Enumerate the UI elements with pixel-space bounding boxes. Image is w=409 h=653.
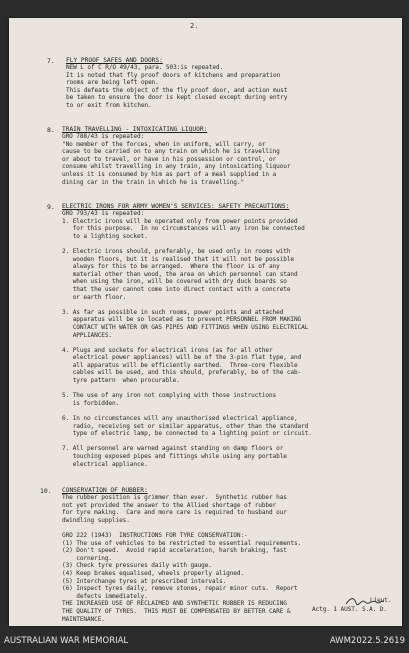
footer-bar: [0, 630, 409, 653]
section-body: GRO 788/43 is repeated: "No member of the forces, when in uniform, will carry, or cause to be carried on to any train on which he is travelling or about to travel, or have in his possession or control, or consume whilst travelling in any train, any intoxicating liquour unless it is consumed by him as part of a meal supplied in a dining car in the train in which he is travelling.": [62, 133, 291, 186]
section-heading: FLY PROOF SAFES AND DOORS:: [66, 57, 163, 64]
section-heading: TRAIN TRAVELLING - INTOXICATING LIQUOR:: [62, 126, 208, 133]
section-number: 9.: [47, 203, 55, 211]
signature-rank: Lieut.: [370, 597, 392, 604]
footer-accession-number: AWM2022.5.2619: [329, 636, 405, 646]
page-number: 2.: [190, 22, 199, 30]
section-heading: ELECTRIC IRONS FOR ARMY WOMEN'S SERVICES: SAFETY PRECAUTIONS:: [62, 203, 290, 210]
section-number: 7.: [47, 57, 55, 65]
section-number: 10.: [40, 487, 52, 495]
section-body: The rubber position is grimmer than ever. Synthetic rubber has not yet provided the answer to the Allied shortage of rubber for tyre making. Care and more care is required to husband our dwindling supplies. GRO 222 (1943) INSTRUCTIONS FOR TYRE CONSERVATION:- (1) The use of vehicles to be restricted to essential requirements. (2) Don't speed. Avoid rapid acceleration, harsh braking, fast cornering. (3) Check tyre pressures daily with gauge. (4) Keep brakes equalised, wheels properly aligned. (5) Interchange tyres at prescribed intervals. (6) Inspect tyres daily, remove stones, repair minor cuts. Report defects immediately. THE INCREASED USE OF RECLAIMED AND SYNTHETIC RUBBER IS REDUCING THE QUALITY OF TYRES. THIS MUST BE COMPENSATED BY BETTER CARE & MAINTENANCE.: [62, 494, 302, 623]
section-body: NEW L of C R/O 49/43, para. 503:is repeated. It is noted that fly proof doors of kitchens and preparation rooms are being left open. This defeats the object of the fly proof door, and action must be taken to ensure the door is kept closed except during entry to or exit from kitchen.: [66, 64, 288, 109]
section-number: 8.: [47, 126, 55, 134]
signature-title: Actg. 1 AUST. S.A. D.: [312, 606, 387, 613]
footer-institution: AUSTRALIAN WAR MEMORIAL: [4, 636, 129, 646]
section-body: GRO 793/43 is repeated: 1. Electric irons will be operated only from power points provided for this purpose. In no circumstances will any iron be connected to a lighting socket. 2. Electric irons should, preferably, be used only in rooms with wooden floors, but it is realised that it will not be possible always for this to be arranged. Where the floor is of any material other than wood, the area on which personnel can stand when using the iron, will be covered with dry duck boards so that the user cannot come into direct contact with a concrete or earth floor. 3. As far as possible in such rooms, power points and attached apparatus will be so located as to prevent PERSONNEL FROM MAKING CONTACT WITH WATER OR GAS PIPES AND FITTINGS WHEN USING ELECTRICAL APPLIANCES. 4. Plugs and sockets for electrical irons (as for all other electrical power appliances) will be of the 3-pin flat type, and all apparatus will be efficiently earthed. Three-core flexible cables will be used, and this should, preferably, be of the cab- tyre pattern when procurable. 5. The use of any iron not complying with those instructions is forbidden. 6. In no circumstances will any unauthorised electrical appliance, radio, receiving set or similar apparatus, other than the standard type of electric lamp, be connected to a lighting point or circuit. 7. All personnel are warned against standing on damp floors or touching exposed pipes and fittings while using any portable electrical appliance.: [62, 210, 312, 468]
section-heading: CONSERVATION OF RUBBER:: [62, 487, 148, 494]
